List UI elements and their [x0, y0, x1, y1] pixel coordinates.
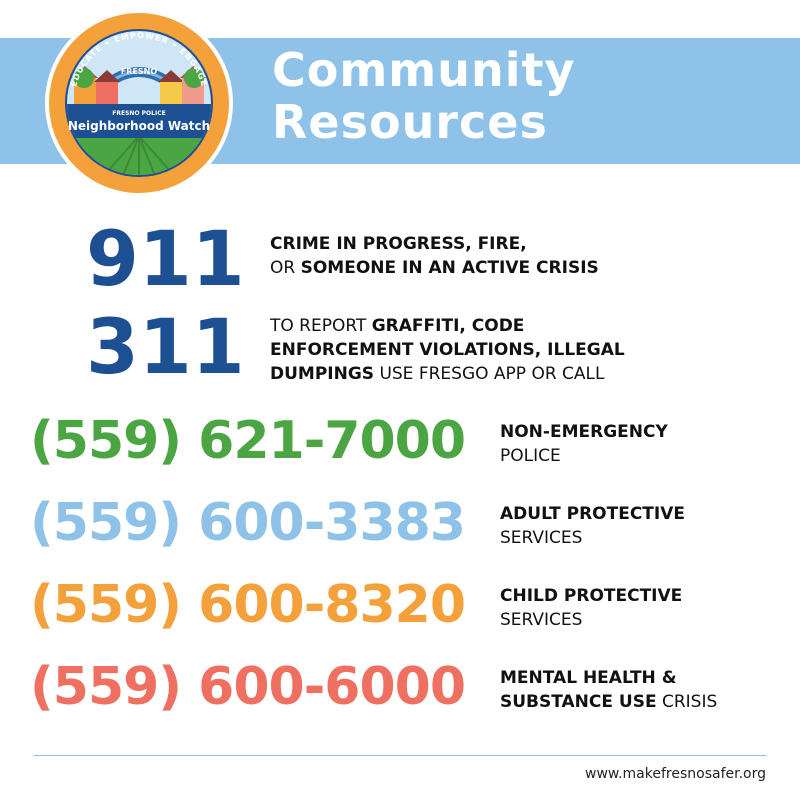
desc-911-line1: CRIME IN PROGRESS, FIRE,	[270, 234, 527, 254]
phone-child-protective[interactable]: (559) 600-8320	[30, 575, 466, 635]
phone-non-emergency[interactable]: (559) 621-7000	[30, 411, 466, 471]
phone-mental-health[interactable]: (559) 600-6000	[30, 657, 466, 717]
desc-911-line2-plain: OR	[270, 258, 301, 278]
desc-311-line3-plain: USE FRESGO APP OR CALL	[374, 364, 605, 384]
footer-url[interactable]: www.makefresnosafer.org	[585, 766, 766, 782]
logo-arc-text: EDUCATE • EMPOWER • ENGAGE	[69, 30, 209, 88]
desc-311-line3-bold: DUMPINGS	[270, 364, 375, 384]
title-line-1: Community	[272, 43, 576, 97]
label-bold: CHILD PROTECTIVE	[500, 586, 683, 606]
label-plain: POLICE	[500, 446, 561, 466]
neighborhood-watch-logo	[44, 8, 234, 198]
footer-divider	[34, 755, 766, 756]
label-bold-2: SUBSTANCE USE	[500, 692, 657, 712]
phone-non-emergency-label	[500, 420, 668, 468]
desc-911-line2-bold: SOMEONE IN AN ACTIVE CRISIS	[300, 258, 599, 278]
phone-adult-protective[interactable]: (559) 600-3383	[30, 493, 466, 553]
phone-child-protective-label	[500, 584, 682, 632]
desc-311-line1-plain: TO REPORT	[270, 316, 372, 336]
label-bold: ADULT PROTECTIVE	[500, 504, 685, 524]
desc-311-line1-bold: GRAFFITI, CODE	[371, 316, 525, 336]
short-code-911-description	[270, 232, 599, 280]
label-plain: SERVICES	[500, 528, 583, 548]
label-bold: MENTAL HEALTH &	[500, 668, 677, 688]
label-bold: NON-EMERGENCY	[500, 422, 668, 442]
short-code-911: 911	[86, 214, 245, 303]
page-title	[272, 44, 575, 148]
logo-subtitle: FRESNO POLICE	[112, 110, 166, 117]
title-line-2: Resources	[272, 95, 548, 149]
desc-311-line2-bold: ENFORCEMENT VIOLATIONS, ILLEGAL	[270, 340, 625, 360]
phone-adult-protective-label	[500, 502, 685, 550]
phone-mental-health-label	[500, 666, 717, 714]
short-code-311: 311	[86, 302, 245, 391]
label-plain-2: CRISIS	[656, 692, 718, 712]
short-code-311-description	[270, 314, 625, 386]
label-plain: SERVICES	[500, 610, 583, 630]
logo-name: Neighborhood Watch	[67, 119, 211, 133]
logo-sign-text: FRESNO	[120, 67, 158, 76]
